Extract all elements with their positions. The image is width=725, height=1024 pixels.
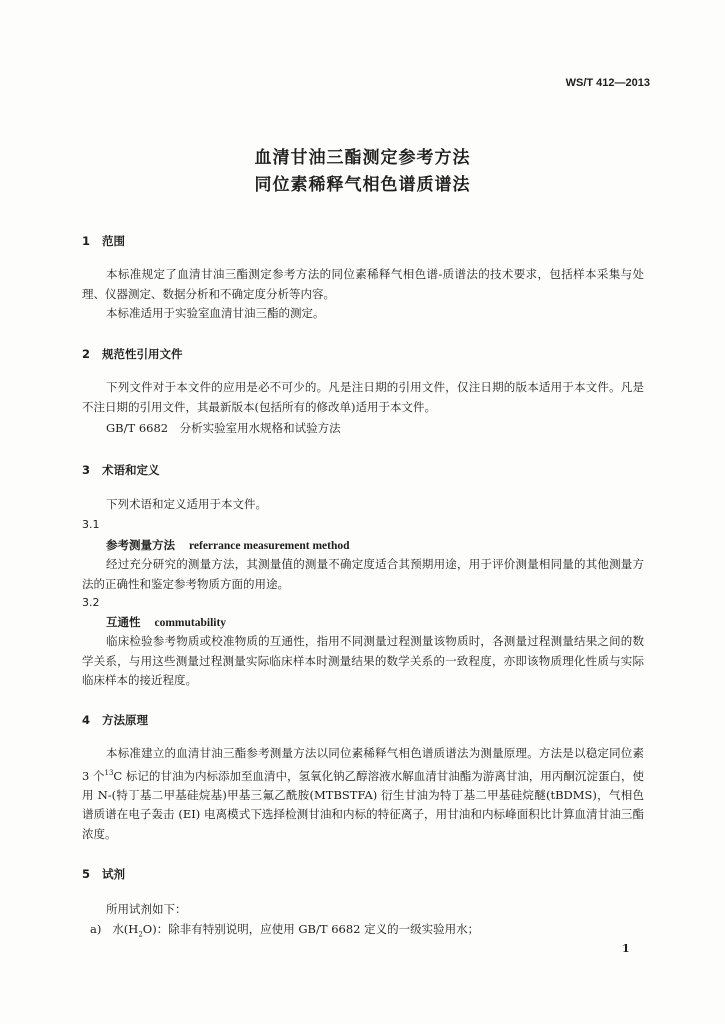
section-title: 试剂 bbox=[102, 867, 125, 881]
term-cn: 参考测量方法 bbox=[106, 538, 175, 552]
section-2-paragraph-1: 下列文件对于本文件的应用是必不可少的。凡是注日期的引用文件，仅注日期的版本适用于本文件。凡是不注日期的引用文件，其最新版本(包括所有的修改单)适用于本文件。 bbox=[82, 380, 644, 414]
section-1-paragraph-2: 本标准适用于实验室血清甘油三酯的测定。 bbox=[106, 306, 325, 320]
item-text-pre: 水(H bbox=[112, 922, 139, 936]
reagent-item-a bbox=[90, 921, 479, 938]
section-title: 方法原理 bbox=[102, 713, 148, 727]
section-1-paragraph-1: 本标准规定了血清甘油三酯测定参考方法的同位素稀释气相色谱-质谱法的技术要求，包括样本采集与处理、仪器测定、数据分析和不确定度分析等内容。 bbox=[82, 267, 644, 301]
title-line-1: 血清甘油三酯测定参考方法 bbox=[254, 148, 471, 168]
principle-text-b: C 标记的甘油为内标添加至血清中，氢氧化钠乙醇溶液水解血清甘油酯为游离甘油，用丙酮沉淀蛋白，使用 N-(特丁基二甲基硅烷基)甲基三氟乙酰胺(MTBSTFA) 衍生甘油为特丁基二甲基硅烷醚(tBDMS)，气相色谱质谱在电子轰击 (EI) 电离模式下选择检测甘油和内标的特征离子，用甘油和内标峰面积比计算血清甘油三酯浓度。 bbox=[82, 768, 644, 841]
term-cn: 互通性 bbox=[106, 615, 141, 629]
term-3-2-definition: 临床检验参考物质或校准物质的互通性，指用不同测量过程测量该物质时，各测量过程测量结果之间的数学关系，与用这些测量过程测量实际临床样本时测量结果的数学关系的一致程度，亦即该物质理化性质与实际临床样本的接近程度。 bbox=[82, 634, 644, 687]
section-title: 术语和定义 bbox=[102, 463, 160, 477]
normative-reference: GB/T 6682 分析实验室用水规格和试验方法 bbox=[106, 421, 341, 435]
section-number: 2 bbox=[82, 347, 91, 361]
section-number: 3 bbox=[82, 463, 91, 477]
item-text-post: O)：除非有特别说明，应使用 GB/T 6682 定义的一级实验用水； bbox=[142, 922, 480, 936]
section-4-paragraph bbox=[82, 744, 644, 844]
title-line-2: 同位素稀释气相色谱质谱法 bbox=[254, 175, 471, 195]
section-title: 范围 bbox=[102, 234, 125, 248]
item-label: a) bbox=[90, 922, 102, 936]
item-subscript: 2 bbox=[138, 930, 143, 939]
section-5-intro: 所用试剂如下： bbox=[106, 902, 187, 916]
section-2-heading bbox=[82, 346, 183, 362]
isotope-superscript: 13 bbox=[104, 768, 114, 777]
term-en: referrance measurement method bbox=[189, 540, 350, 552]
section-1-heading bbox=[82, 233, 125, 249]
term-3-2-number: 3.2 bbox=[82, 596, 100, 609]
section-3-heading bbox=[82, 462, 160, 478]
section-number: 5 bbox=[82, 867, 91, 881]
term-3-2 bbox=[106, 614, 226, 630]
principle-text-a: 本标准建立的血清甘油三酯参考测量方法以同位素稀释气相色谱质谱法为测量原理。方法是以稳定同位素 3 个 bbox=[82, 746, 644, 783]
section-4-heading bbox=[82, 712, 148, 728]
section-number: 1 bbox=[82, 234, 91, 248]
term-3-1-number: 3.1 bbox=[82, 518, 100, 531]
section-number: 4 bbox=[82, 713, 91, 727]
page-number: 1 bbox=[622, 942, 630, 955]
section-title: 规范性引用文件 bbox=[102, 347, 183, 361]
section-5-heading bbox=[82, 866, 125, 882]
term-3-1 bbox=[106, 537, 350, 553]
term-en: commutability bbox=[154, 617, 227, 629]
term-3-1-definition: 经过充分研究的测量方法，其测量值的测量不确定度适合其预期用途，用于评价测量相同量的其他测量方法的正确性和鉴定参考物质方面的用途。 bbox=[82, 557, 644, 591]
standard-number: WS/T 412—2013 bbox=[565, 77, 650, 89]
section-3-intro: 下列术语和定义适用于本文件。 bbox=[106, 497, 267, 511]
